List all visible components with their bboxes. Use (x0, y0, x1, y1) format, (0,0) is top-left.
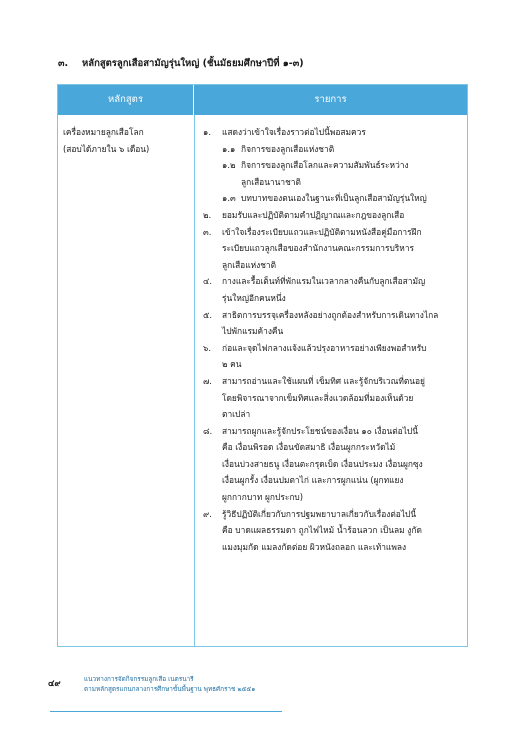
item-text-line: โดยพิจารณาจากเข็มทิศและสิ่งแวดล้อมที่มองเห็นด้วย (222, 392, 414, 403)
item-text-line: แสดงว่าเข้าใจเรื่องราวต่อไปนี้พอสมควร (222, 127, 366, 137)
footer-rule (50, 711, 282, 712)
item-text-line: รู้วิธีปฏิบัติเกี่ยวกับการปฐมพยาบาลเกี่ยวกับเรื่องต่อไปนี้ (222, 508, 417, 519)
item-text-line: เข้าใจเรื่องระเบียบแถวและปฏิบัติตามหนังสือคู่มือการฝึก (222, 226, 422, 237)
sub-list-item (203, 141, 465, 158)
item-text-line: รุ่นใหญ่อีกคนหนึ่ง (222, 292, 286, 303)
item-text-line: ไปพักแรมค้างคืน (222, 326, 284, 337)
item-number: ๒. (203, 209, 212, 220)
item-number: ๑.๓ (222, 193, 236, 204)
column-header-course: หลักสูตร (58, 85, 194, 115)
item-number: ๕. (203, 309, 213, 320)
item-number: ๑.๑ (222, 143, 236, 154)
section-number: ๓. (58, 58, 69, 69)
column-header-items: รายการ (314, 94, 347, 105)
item-text-line: กิจการของลูกเสือโลกและความสัมพันธ์ระหว่าง (241, 160, 409, 171)
page-number: ๔๙ (48, 679, 61, 689)
list-item (203, 340, 465, 373)
curriculum-table (57, 84, 468, 647)
footer-text (84, 674, 255, 694)
item-text-line: ยอมรับและปฏิบัติตามคำปฏิญาณและกฎของลูกเสือ (222, 209, 405, 220)
item-text-line: แมงมุมกัด แมลงกัดต่อย ผิวหนังถลอก และเท้าแพลง (222, 541, 407, 552)
item-number: ๖. (203, 342, 211, 353)
footer-line-2: ตามหลักสูตรแกนกลางการศึกษาขั้นพื้นฐาน พุทธศักราช ๒๕๕๑ (84, 685, 256, 693)
item-text-line: สามารถผูกและรู้จักประโยชน์ของเงื่อน ๑๐ เงื่อนต่อไปนี้ (222, 425, 418, 436)
section-title: หลักสูตรลูกเสือสามัญรุ่นใหญ่ (ชั้นมัธยมศึกษาปีที่ ๑-๓) (82, 58, 304, 69)
item-text-line: ตาเปล่า (222, 409, 251, 420)
item-number: ๑. (203, 127, 211, 137)
item-text-line: สามารถอ่านและใช้แผนที่ เข็มทิศ และรู้จักบริเวณที่ตนอยู่ (222, 375, 425, 386)
course-note: (สอบได้ภายใน ๖ เดือน) (63, 143, 150, 154)
item-text-line: ลูกเสือนานาชาติ (241, 176, 301, 187)
item-text-line: ๒ คน (222, 359, 242, 370)
footer-line-1: แนวทางการจัดกิจกรรมลูกเสือ เนตรนารี (84, 675, 194, 683)
list-item (203, 373, 465, 423)
item-number: ๗. (203, 375, 212, 386)
section-heading (58, 57, 498, 71)
course-name: เครื่องหมายลูกเสือโลก (63, 127, 144, 137)
item-text-line: กิจการของลูกเสือแห่งชาติ (241, 143, 335, 154)
item-text-line: คือ เงื่อนพิรอด เงื่อนขัดสมาธิ เงื่อนผูกกระหวัดไม้ (222, 442, 396, 453)
course-cell (63, 124, 191, 157)
item-text-line: คือ บาดแผลธรรมดา ถูกไฟไหม้ น้ำร้อนลวก เป็นลม งูกัด (222, 525, 422, 536)
item-text-line: ระเบียบแถวลูกเสือของสำนักงานคณะกรรมการบริหาร (222, 243, 415, 254)
sub-list-item (203, 157, 465, 190)
list-item (203, 307, 465, 340)
item-text-line: กางและรื้อเต็นท์ที่พักแรมในเวลากลางคืนกับลูกเสือสามัญ (222, 276, 426, 287)
item-text-line: เงื่อนผูกรั้ง เงื่อนปมตาไก่ และการผูกแน่น (ผูกทแยง (222, 475, 404, 486)
item-number: ๑.๒ (222, 160, 236, 171)
item-number: ๙. (203, 508, 212, 519)
item-text-line: บทบาทของตนเองในฐานะที่เป็นลูกเสือสามัญรุ่นใหญ่ (241, 193, 427, 204)
list-item (203, 224, 465, 274)
table-header (58, 85, 467, 115)
sub-list-item (203, 190, 465, 207)
column-divider (194, 115, 195, 646)
item-number: ๓. (203, 226, 212, 237)
item-text-line: สาธิตการบรรจุเครื่องหลังอย่างถูกต้องสำหรับการเดินทางไกล (222, 309, 439, 320)
list-item (203, 207, 465, 224)
item-text-line: ผูกกากบาท ผูกประกบ) (222, 492, 303, 503)
item-number: ๔. (203, 276, 213, 287)
list-item (203, 506, 465, 556)
item-text-line: เงื่อนบ่วงสายธนู เงื่อนตะกรุดเบ็ด เงื่อนประมง เงื่อนผูกซุง (222, 458, 423, 469)
list-item (203, 124, 465, 141)
requirement-list (203, 124, 465, 555)
item-number: ๘. (203, 425, 213, 436)
item-text-line: ลูกเสือแห่งชาติ (222, 259, 277, 270)
list-item (203, 423, 465, 506)
list-item (203, 273, 465, 306)
item-text-line: ก่อและจุดไฟกลางแจ้งแล้วปรุงอาหารอย่างเพียงพอสำหรับ (222, 342, 427, 353)
